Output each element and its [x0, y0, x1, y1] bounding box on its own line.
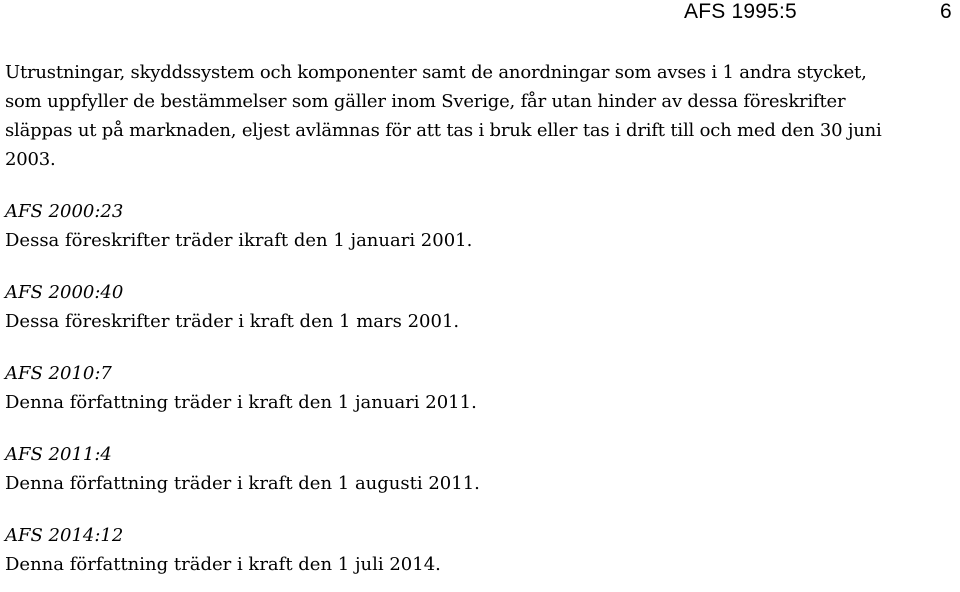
intro-line: 2003. — [5, 149, 56, 170]
amendment-reference: AFS 2010:7 — [5, 363, 112, 384]
amendment-reference: AFS 2000:40 — [5, 282, 124, 303]
amendment-entry — [5, 359, 955, 417]
page-header — [0, 0, 960, 26]
amendment-note: Denna författning träder i kraft den 1 januari 2011. — [5, 392, 477, 413]
amendment-reference: AFS 2011:4 — [5, 444, 112, 465]
amendment-note: Dessa föreskrifter träder i kraft den 1 mars 2001. — [5, 311, 460, 332]
document-body — [5, 58, 955, 579]
document-code: AFS 1995:5 — [684, 0, 797, 23]
amendment-entry — [5, 521, 955, 579]
intro-line: släppas ut på marknaden, eljest avlämnas för att tas i bruk eller tas i drift till och med den 30 juni — [5, 120, 882, 141]
amendment-note: Denna författning träder i kraft den 1 augusti 2011. — [5, 473, 480, 494]
amendment-note: Denna författning träder i kraft den 1 juli 2014. — [5, 554, 441, 575]
amendment-entry — [5, 278, 955, 336]
intro-line: som uppfyller de bestämmelser som gäller inom Sverige, får utan hinder av dessa föreskrifter — [5, 91, 846, 112]
amendment-entry — [5, 197, 955, 255]
intro-paragraph — [5, 58, 955, 174]
intro-line: Utrustningar, skyddssystem och komponenter samt de anordningar som avses i 1 andra stycket, — [5, 62, 867, 83]
amendment-entry — [5, 440, 955, 498]
page-number: 6 — [940, 0, 952, 23]
amendment-note: Dessa föreskrifter träder ikraft den 1 januari 2001. — [5, 230, 473, 251]
amendment-reference: AFS 2014:12 — [5, 525, 124, 546]
amendment-reference: AFS 2000:23 — [5, 201, 124, 222]
